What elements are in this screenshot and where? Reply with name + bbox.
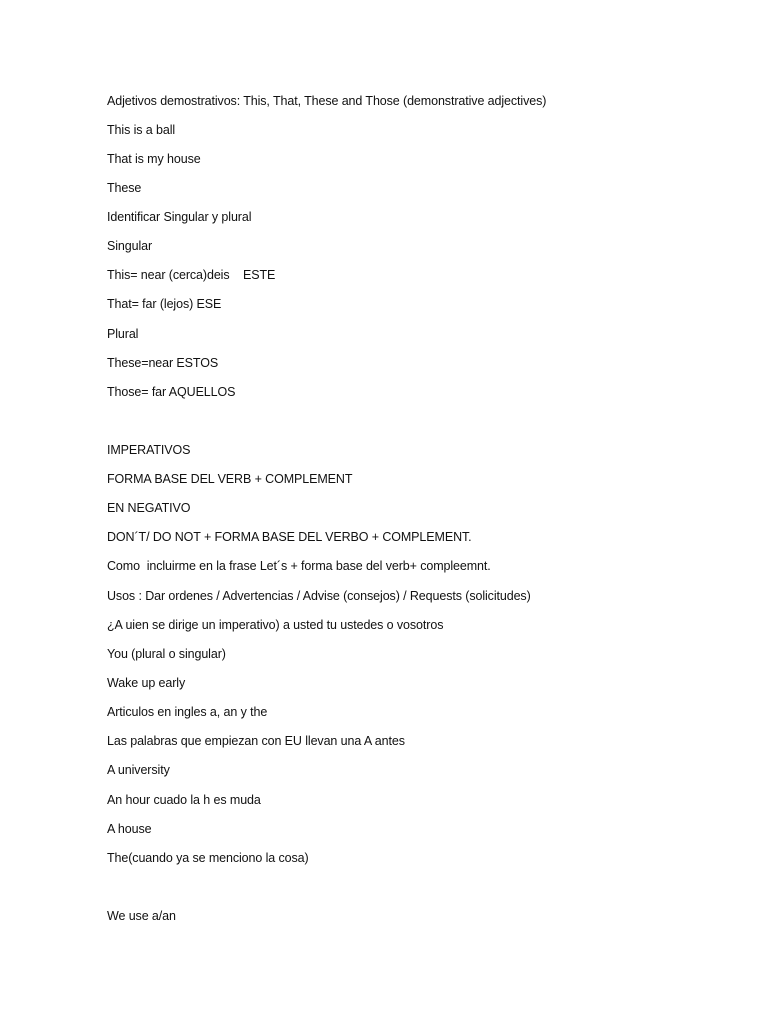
text-line: ¿A uien se dirige un imperativo) a usted tu ustedes o vosotros	[107, 618, 444, 632]
text-line: FORMA BASE DEL VERB + COMPLEMENT	[107, 472, 353, 486]
text-line: We use a/an	[107, 909, 176, 923]
text-line: Articulos en ingles a, an y the	[107, 705, 268, 719]
text-line: DON´T/ DO NOT + FORMA BASE DEL VERBO + COMPLEMENT.	[107, 530, 472, 544]
text-line: Las palabras que empiezan con EU llevan una A antes	[107, 734, 405, 748]
text-line: These=near ESTOS	[107, 356, 219, 370]
text-line: A university	[107, 763, 170, 777]
text-line: Those= far AQUELLOS	[107, 385, 236, 399]
text-line: This is a ball	[107, 123, 176, 137]
text-line: That= far (lejos) ESE	[107, 297, 222, 311]
text-line: That is my house	[107, 152, 201, 166]
text-line: Usos : Dar ordenes / Advertencias / Advise (consejos) / Requests (solicitudes)	[107, 589, 531, 603]
text-line: This= near (cerca)deis ESTE	[107, 268, 276, 282]
text-line: Como incluirme en la frase Let´s + forma base del verb+ compleemnt.	[107, 559, 491, 573]
text-line: You (plural o singular)	[107, 647, 226, 661]
text-line: Plural	[107, 327, 139, 341]
text-line: Identificar Singular y plural	[107, 210, 252, 224]
text-line: Singular	[107, 239, 153, 253]
text-line: These	[107, 181, 142, 195]
text-line: A house	[107, 822, 152, 836]
text-line: EN NEGATIVO	[107, 501, 191, 515]
text-line: Wake up early	[107, 676, 186, 690]
heading-demonstrative-adjectives: Adjetivos demostrativos: This, That, These and Those (demonstrative adjectives)	[107, 94, 547, 108]
text-line: An hour cuado la h es muda	[107, 793, 261, 807]
text-line: The(cuando ya se menciono la cosa)	[107, 851, 309, 865]
heading-imperativos: IMPERATIVOS	[107, 443, 191, 457]
